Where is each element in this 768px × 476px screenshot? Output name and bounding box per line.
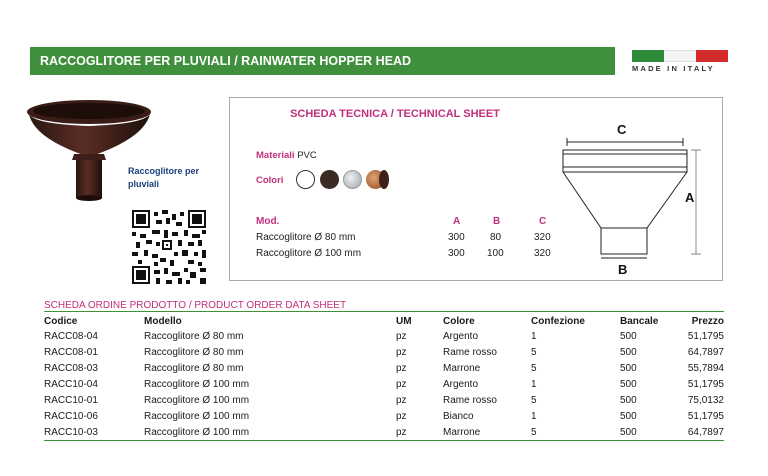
order-divider — [44, 311, 724, 312]
cell-bancale: 500 — [620, 378, 637, 390]
col-bancale: Bancale — [620, 316, 659, 327]
technical-sheet-panel — [229, 97, 723, 281]
table-row — [44, 360, 724, 376]
cell-colore: Marrone — [443, 424, 531, 441]
col-confezione: Confezione — [531, 316, 585, 327]
made-in-italy-label: MADE IN ITALY — [632, 64, 715, 73]
cell-modello: Raccoglitore Ø 100 mm — [144, 378, 250, 390]
cell-bancale: 500 — [620, 424, 672, 441]
cell-prezzo: 64,7897 — [672, 424, 724, 441]
order-table — [44, 313, 724, 441]
table-row — [44, 344, 724, 360]
materials-value: PVC — [297, 150, 317, 161]
cell-prezzo: 51,1795 — [687, 378, 724, 390]
b-header: B — [493, 216, 501, 227]
col-um: UM — [396, 316, 412, 327]
cell-modello: Raccoglitore Ø 80 mm — [144, 346, 244, 358]
cell-confezione: 5 — [531, 362, 537, 374]
colors-label: Colori — [256, 175, 284, 186]
dim-c-label: C — [617, 122, 627, 137]
table-row — [44, 328, 724, 344]
dim-c: 320 — [534, 232, 551, 243]
dim-a-label: A — [685, 190, 695, 205]
cell-colore: Marrone — [443, 362, 481, 374]
color-swatch-white — [296, 170, 315, 189]
materials-row — [256, 150, 317, 161]
dim-c: 320 — [534, 248, 551, 259]
cell-colore: Bianco — [443, 410, 474, 422]
product-caption: Raccoglitore per pluviali — [128, 166, 200, 189]
cell-colore: Argento — [443, 378, 479, 390]
color-swatch-brown — [320, 170, 339, 189]
cell-modello: Raccoglitore Ø 100 mm — [144, 424, 396, 441]
order-header-row — [44, 313, 724, 328]
col-prezzo: Prezzo — [691, 316, 724, 327]
model-row — [256, 232, 556, 248]
page-title-banner: RACCOGLITORE PER PLUVIALI / RAINWATER HOPPER HEAD — [30, 47, 615, 75]
dim-a: 300 — [448, 232, 465, 243]
dim-b-label: B — [618, 262, 628, 277]
cell-codice: RACC10-04 — [44, 378, 98, 390]
cell-modello: Raccoglitore Ø 80 mm — [144, 362, 244, 374]
cell-colore: Rame rosso — [443, 394, 497, 406]
table-row — [44, 376, 724, 392]
cell-bancale: 500 — [620, 394, 637, 406]
cell-codice: RACC10-01 — [44, 394, 98, 406]
cell-prezzo: 64,7897 — [687, 346, 724, 358]
col-modello: Modello — [144, 316, 182, 327]
cell-codice: RACC08-01 — [44, 346, 98, 358]
cell-prezzo: 51,1795 — [687, 330, 724, 342]
cell-um: pz — [396, 362, 407, 374]
cell-prezzo: 51,1795 — [687, 410, 724, 422]
model-name: Raccoglitore Ø 100 mm — [256, 248, 362, 259]
models-table — [256, 216, 556, 264]
cell-um: pz — [396, 410, 407, 422]
qr-code-image — [132, 210, 206, 284]
cell-bancale: 500 — [620, 362, 637, 374]
cell-um: pz — [396, 330, 407, 342]
col-codice: Codice — [44, 316, 78, 327]
dim-b: 80 — [490, 232, 502, 243]
dim-b: 100 — [487, 248, 504, 259]
cell-modello: Raccoglitore Ø 80 mm — [144, 330, 244, 342]
cell-prezzo: 75,0132 — [687, 394, 724, 406]
technical-sheet-title: SCHEDA TECNICA / TECHNICAL SHEET — [290, 108, 500, 120]
cell-bancale: 500 — [620, 410, 637, 422]
cell-confezione: 1 — [531, 330, 537, 342]
cell-bancale: 500 — [620, 346, 637, 358]
materials-label: Materiali — [256, 150, 295, 161]
color-swatch-dark-brown — [379, 170, 389, 189]
italy-flag-icon — [632, 50, 728, 62]
color-swatch-silver — [343, 170, 362, 189]
model-row — [256, 248, 556, 264]
c-header: C — [539, 216, 547, 227]
cell-confezione: 1 — [531, 378, 537, 390]
cell-modello: Raccoglitore Ø 100 mm — [144, 410, 250, 422]
dim-a: 300 — [448, 248, 465, 259]
hopper-dimension-diagram — [555, 120, 705, 280]
mod-header: Mod. — [256, 216, 280, 227]
a-header: A — [453, 216, 461, 227]
table-row — [44, 424, 724, 441]
cell-colore: Argento — [443, 330, 479, 342]
cell-prezzo: 55,7894 — [687, 362, 724, 374]
col-colore: Colore — [443, 316, 475, 327]
cell-codice: RACC08-03 — [44, 362, 98, 374]
cell-bancale: 500 — [620, 330, 637, 342]
cell-confezione: 5 — [531, 394, 537, 406]
cell-um: pz — [396, 424, 443, 441]
cell-modello: Raccoglitore Ø 100 mm — [144, 394, 250, 406]
cell-codice: RACC08-04 — [44, 330, 98, 342]
order-sheet-title: SCHEDA ORDINE PRODOTTO / PRODUCT ORDER DATA SHEET — [44, 300, 347, 311]
model-name: Raccoglitore Ø 80 mm — [256, 232, 356, 243]
cell-confezione: 5 — [531, 346, 537, 358]
cell-confezione: 1 — [531, 410, 537, 422]
models-header — [256, 216, 556, 232]
cell-um: pz — [396, 394, 407, 406]
cell-um: pz — [396, 378, 407, 390]
cell-confezione: 5 — [531, 424, 620, 441]
cell-codice: RACC10-06 — [44, 410, 98, 422]
cell-colore: Rame rosso — [443, 346, 497, 358]
table-row — [44, 408, 724, 424]
table-row — [44, 392, 724, 408]
cell-um: pz — [396, 346, 407, 358]
cell-codice: RACC10-03 — [44, 424, 144, 441]
